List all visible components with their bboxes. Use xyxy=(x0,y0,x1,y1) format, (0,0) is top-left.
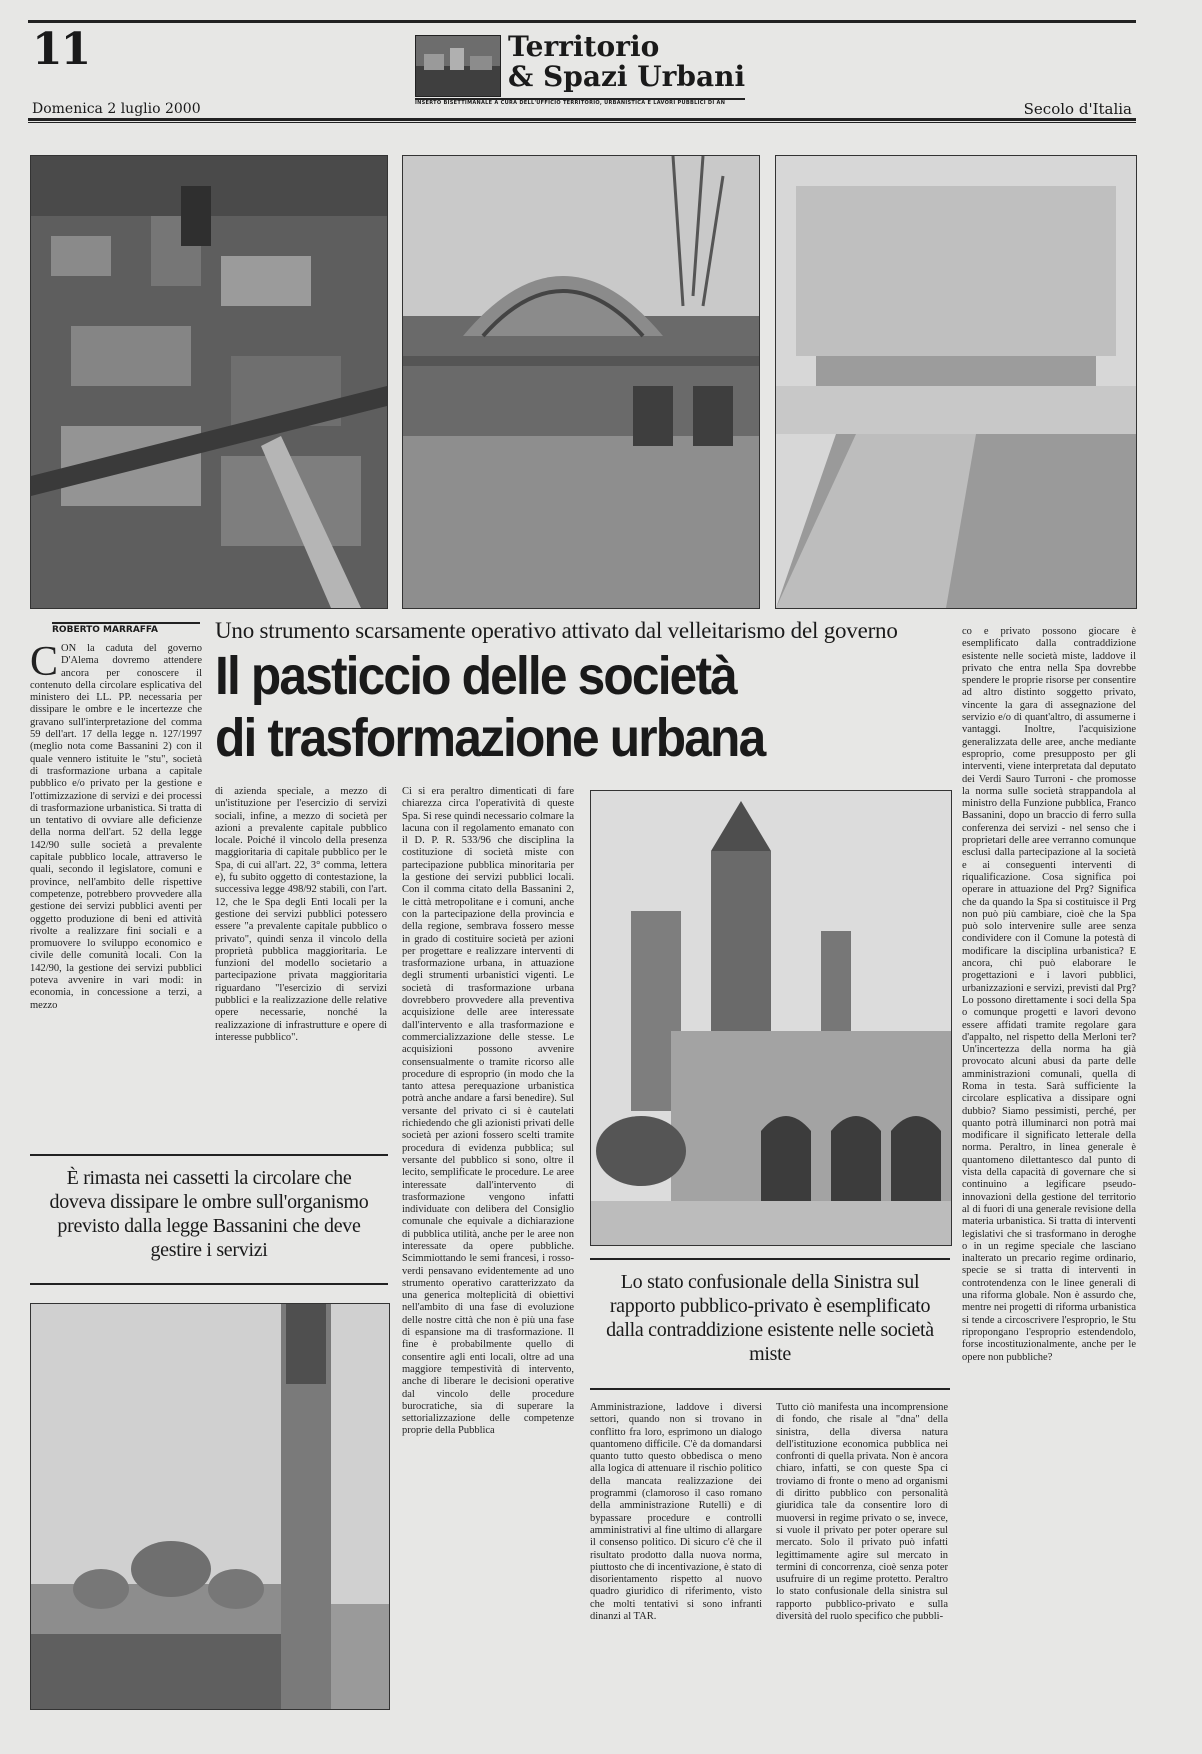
author-byline: ROBERTO MARRAFFA xyxy=(52,625,159,635)
column-3-text: Ci si era peraltro dimenticati di fare chiarezza circa l'operatività di queste Spa. Si rese quindi necessario colmare la lacuna con il regolamento emanato con il D. P. R. 533/96 che disciplina la costituzione di società miste con partecipazione pubblica minoritaria per la gestione dei servizi pubblici locali. Con il comma citato della Bassanini 2, le città metropolitane e i comuni, anche con la partecipazione della provincia e della regione, sembrava fossero messe in grado di costituire società per azioni per progettare e realizzare interventi di trasformazione urbana, in attuazione degli strumenti urbanistici vigenti. Le società di trasformazione urbana dovrebbero provvedere alla preventiva acquisizione delle aree interessate dall'intervento e alla trasformazione e commercializzazione delle stesse. Le acquisizioni possono avvenire consensualmente o tramite ricorso alle procedure di esproprio (in modo che la tanto attesa perequazione urbanistica potrà anche andare a farsi benedire). Sul versante del privato ci si è cautelati richiedendo che gli azionisti privati delle società per azioni fossero scelti tramite procedura di evidenza pubblica; sul versante del pubblico si sono, oltre il lecito, semplificate le procedure. Le aree interessate dall'intervento di trasformazione vengono infatti individuate con delibera del Consiglio comunale che equivale a dichiarazione di pubblica utilità, anche per le aree non interessate da opere pubbliche. Scimmiottando le semi francesi, i rosso-verdi pensavano evidentemente ad uno strumento operativo caratterizzato da una generica molteplicità di obiettivi nell'ambito di una fase di evoluzione delle nostre città che non è più una fase di espansione ma di trasformazione. Il fine è probabilmente quello di consentire agli enti locali, oltre ad una maggiore tempestività di intervento, anche di liberare le decisioni operative dal vincolo delle procedure burocratiche, sia di superare la settorializzazione delle competenze proprie della Pubblica xyxy=(402,786,574,1437)
masthead-rule xyxy=(415,98,745,100)
header-rule-thin xyxy=(28,122,1136,123)
masthead-logo-image xyxy=(415,35,501,97)
dropcap: C xyxy=(30,643,59,685)
header-rule-bottom xyxy=(28,118,1136,121)
article-column-4 xyxy=(590,1402,762,1708)
column-5-text: Tutto ciò manifesta una incomprensione di fondo, che risale al "dna" della sinistra, della diversa natura dell'istituzione economica pubblica nei confronti di quella privata. Non è ancora chiaro, infatti, se con queste Spa ci troviamo di fronte o meno ad organismi di diritto pubblico con personalità giuridica tale da consentire loro di muoversi in regime privato o se, invece, si vuole il privato per poter operare sul mercato. Solo il privato può infatti legittimamente agire sul mercato in termini di concorrenza, cioè senza poter usufruire di un regime protetto. Peraltro lo stato confusionale della sinistra sul rapporto pubblico-privato e sulla diversità del ruolo specifico che pubbli- xyxy=(776,1402,948,1623)
article-column-5 xyxy=(776,1402,948,1708)
pull-quote-1: È rimasta nei cassetti la circolare che doveva dissipare le ombre sull'organismo previsto dalla legge Bassanini che deve gestire i servizi xyxy=(49,1167,369,1261)
section-title-line1: Territorio xyxy=(508,30,660,63)
station-arcade-photo xyxy=(402,155,760,609)
section-title xyxy=(508,32,745,92)
headline-line1: Il pasticcio delle società xyxy=(215,646,736,706)
newspaper-name: Secolo d'Italia xyxy=(1023,100,1132,118)
section-title-line2: & Spazi Urbani xyxy=(508,60,746,93)
cathedral-palermo-photo xyxy=(590,790,952,1246)
article-column-2 xyxy=(215,786,387,1138)
article-column-6 xyxy=(962,626,1136,1708)
column-2-text: di azienda speciale, a mezzo di un'istituzione per l'esercizio di servizi sociali, infine, a mezzo di società per azioni a prevalente capitale pubblico locale. Poiché il vincolo della presenza maggioritaria di capitale pubblico per le Spa, di cui all'art. 22, 3° comma, lettera e), fu subito oggetto di contestazione, la successiva legge 498/92 stabilì, con l'art. 12, che le Spa degli Enti locali per la gestione dei servizi pubblici potessero essere "a prevalente capitale pubblico o privato", quindi senza il vincolo della proprietà pubblica maggioritaria. Le funzioni del modello societario a partecipazione privata maggioritaria riguardano "l'esercizio di servizi pubblici e la realizzazione delle relative opere necessarie, nonché la realizzazione di infrastrutture e opere di interesse pubblico". xyxy=(215,786,387,1043)
venice-campanile-photo xyxy=(30,1303,390,1710)
section-subtitle: INSERTO BISETTIMANALE A CURA DELL'UFFICIO TERRITORIO, URBANISTICA E LAVORI PUBBLICI DI AN xyxy=(415,100,726,106)
pull-quote-2: Lo stato confusionale della Sinistra sul rapporto pubblico-privato è esemplificato dalla contraddizione esistente nelle società miste xyxy=(606,1271,934,1365)
column-1-text: ON la caduta del governo D'Alema dovremo attendere ancora per conoscere il contenuto della circolare esplicativa del ministero dei LL. PP. necessaria per dissipare le ombre e le incertezze che gravano sull'interpretazione del comma 59 dell'art. 17 della legge n. 127/1997 (meglio nota come Bassanini 2) con il quale vennero istituite le "stu", società di trasformazione urbana a capitale pubblico e/o privato per la gestione e l'ottimizzazione di servizi e dei processi di trasformazione urbanistica. Si tratta di un tentativo di ovviare alle deficienze della norma dell'art. 52 della legge 142/90 sulle società a prevalente capitale pubblico locale, attraverso le quali, secondo il legislatore, comuni e province, nell'ambito delle rispettive competenze, potrebbero provvedere alla gestione dei servizi pubblici aventi per oggetto produzione di beni ed attività rivolte a realizzare fini sociali e a promuovere lo sviluppo economico e civile delle comunità locali. Con la 142/90, la gestione dei servizi pubblici poteva avvenire in vari modi: in economia, in concessione a terzi, a mezzo xyxy=(30,643,202,1011)
header-rule-top xyxy=(28,20,1136,23)
article-column-3 xyxy=(402,786,574,1708)
column-6-text: co e privato possono giocare è esemplificato dalla contraddizione esistente nelle società miste, laddove il privato che entra nella Spa dovrebbe spendere le proprie risorse per consentire ad altro distinto soggetto privato, vincente la gara di assegnazione del servizio e/o di quant'altro, di assumerne i vantaggi. Inoltre, l'acquisizione generalizzata delle aree, anche mediante esproprio, come presupposto per gli interventi, viene interpretata dal deputato dei Verdi Sauro Turroni - che promosse la norma sulle società strappandola al ministro della Funzione pubblica, Franco Bassanini, dopo un braccio di ferro sulla conferenza dei servizi - nel senso che i proprietari delle aree verranno comunque esclusi dalla partecipazione al la società e ai conseguenti interventi di riqualificazione. Cosa significa poi operare in attuazione del Prg? Significa che da quando la Spa si costituisce il Prg non può più cambiare, cioè che la Spa può solo intervenire sulle aree senza condividere con il Comune la potestà di modificare la disciplina urbanistica? E ancora, chi può elaborare le progettazioni e i lavori pubblici, urbanizzazioni e servizi, previsti dal Prg? Lo possono direttamente i soci della Spa o comunque progetti e lavori devono essere affidati tramite regolare gara d'appalto, nel rispetto della Merloni ter? Un'incertezza della norma ha già provocato alcuni abusi da parte delle amministrazioni comunali, quella di Roma in testa. Sarà sufficiente la circolare esplicativa a dissipare ogni dubbio? Siamo pessimisti, perché, per quanto potrà illuminarci non potrà mai modificare il significato letterale della norma. Peraltro, in linea generale è quantomeno dilettantesco dal punto di vista della capacità di governare che si continuino a legificare pseudo-innovazioni della gestione del territorio al di fuori di una generale revisione della materia urbanistica. Si tratta di interventi legislativi che si trasformano in deroghe o in un regime speciale che lasciano inalterato un precario regime ordinario, specie se si tratta di interventi in controtendenza con le linee generali di una riforma globale. Non è assurdo che, mentre nei progetti di riforma urbanistica si tende a circoscrivere l'esproprio, le Stu ripropongano l'esproprio estendendolo, forse incostituzionalmente, anche per le opere non pubbliche? xyxy=(962,626,1136,1363)
aerial-city-photo xyxy=(30,155,388,609)
pull-quote-2-rule-bottom xyxy=(590,1388,950,1390)
article-column-1 xyxy=(30,643,202,1143)
headline-line2: di trasformazione urbana xyxy=(215,708,765,768)
article-headline xyxy=(215,645,764,769)
byline-rule xyxy=(52,622,200,624)
issue-date: Domenica 2 luglio 2000 xyxy=(32,101,201,117)
page-number: 11 xyxy=(32,24,90,75)
pull-quote-1-rule-top xyxy=(30,1154,388,1156)
article-kicker: Uno strumento scarsamente operativo attivato dal velleitarismo del governo xyxy=(215,618,898,643)
pull-quote-1-rule-bottom xyxy=(30,1283,388,1285)
pull-quote-2-rule-top xyxy=(590,1258,950,1260)
column-4-text: Amministrazione, laddove i diversi settori, quando non si trovano in conflitto fra loro, esprimono un dialogo quantomeno difficile. C'è da domandarsi quanto tutto questo obbedisca o meno alla logica di attenuare il rischio politico della mancata realizzazione dei programmi (clamoroso il caso romano della amministrazione Rutelli) e di bypassare procedure e controlli amministrativi al fine ultimo di allargare il consenso politico. Di sicuro c'è che il risultato prodotto dalla nuova norma, piuttosto che di incentivazione, è stato di disorientamento rispetto al nuovo quadro giuridico di riferimento, visto che molti tentativi si sono infranti dinanzi al TAR. xyxy=(590,1402,762,1623)
modern-building-photo xyxy=(775,155,1137,609)
